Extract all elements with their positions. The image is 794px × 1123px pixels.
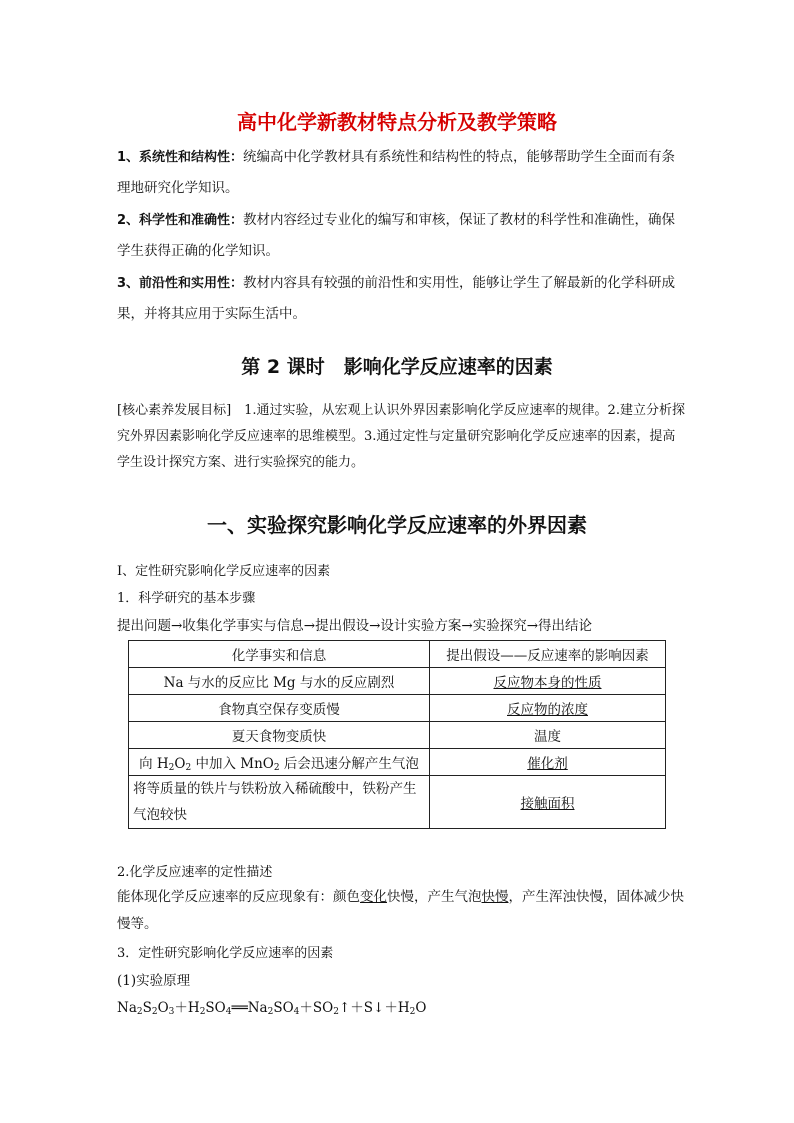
qualitative-text <box>117 884 687 938</box>
fact-text: 向 H <box>139 755 169 772</box>
table-header-row <box>129 641 666 668</box>
eq-text: SO <box>205 1000 226 1016</box>
intro-point-lead: 1、系统性和结构性： <box>117 150 244 165</box>
lesson-title: 第 2 课时 影响化学反应速率的因素 <box>241 356 553 378</box>
subscript: 2 <box>267 1007 274 1017</box>
subscript: 2 <box>151 1007 158 1017</box>
table-row <box>129 749 666 776</box>
subscript: 2 <box>136 1007 143 1017</box>
intro-point <box>117 268 687 330</box>
fact-cell <box>129 749 430 776</box>
eq-text: ＋SO <box>299 1000 334 1016</box>
eq-text: ══Na <box>231 1000 268 1016</box>
eq-text: S <box>142 1000 152 1016</box>
table-header-cell: 化学事实和信息 <box>129 641 430 668</box>
subscript: 2 <box>199 1007 206 1017</box>
intro-point <box>117 142 687 204</box>
intro-point-text: 教材内容经过专业化的编写和审核，保证了教材的科学性和准确性，确保学生获得正确的化学知识。 <box>117 212 676 259</box>
fact-text: 中加入 MnO <box>191 755 274 772</box>
table-row <box>129 776 666 829</box>
table-row <box>129 668 666 695</box>
fact-text: O <box>174 755 186 772</box>
subscript: 2 <box>409 1007 416 1017</box>
eq-text: ＋H <box>174 1000 200 1016</box>
fact-cell: 将等质量的铁片与铁粉放入稀硫酸中，铁粉产生气泡较快 <box>129 776 430 829</box>
table-header-cell: 提出假设——反应速率的影响因素 <box>430 641 666 668</box>
factor-cell <box>430 668 666 695</box>
subscript: 4 <box>225 1007 232 1017</box>
subscript: 2 <box>168 762 175 773</box>
text-run: 能体现化学反应速率的反应现象有：颜色 <box>117 889 360 905</box>
table-row <box>129 722 666 749</box>
facts-table <box>128 640 666 829</box>
section-title: 一、实验探究影响化学反应速率的外界因素 <box>207 513 587 537</box>
intro-point-lead: 3、前沿性和实用性： <box>117 276 244 291</box>
eq-text: O <box>415 1000 427 1016</box>
table-row <box>129 695 666 722</box>
intro-point-text: 统编高中化学教材具有系统性和结构性的特点，能够帮助学生全面而有条理地研究化学知识。 <box>117 149 676 196</box>
document-title: 高中化学新教材特点分析及教学策略 <box>237 110 557 134</box>
core-goals: [核心素养发展目标] 1.通过实验，从宏观上认识外界因素影响化学反应速率的规律。2.建立分析探究外界因素影响化学反应速率的思维模型。3.通过定性与定量研究影响化学反应速率的因素，提高学生设计探究方案、进行实验探究的能力。 <box>117 403 685 470</box>
chemical-equation <box>117 996 426 1017</box>
subscript: 2 <box>333 1007 339 1017</box>
principle-heading: (1)实验原理 <box>117 973 191 989</box>
factor-cell <box>430 695 666 722</box>
text-run: ，产生浑浊快慢，固体减少快慢等。 <box>117 889 684 932</box>
fact-text: 后会迅速分解产生气泡 <box>279 755 419 772</box>
fact-cell: Na 与水的反应比 Mg 与水的反应剧烈 <box>129 668 430 695</box>
steps-heading: 1．科学研究的基本步骤 <box>117 591 256 606</box>
text-run: 快慢，产生气泡 <box>387 889 482 905</box>
factor-cell <box>430 749 666 776</box>
intro-points <box>117 142 687 331</box>
underlined-answer: 快慢 <box>481 889 509 905</box>
subscript: 4 <box>293 1007 300 1017</box>
factor-answer: 温度 <box>534 729 561 745</box>
subscript: 2 <box>273 762 280 773</box>
eq-text: Na <box>117 1000 137 1016</box>
eq-text: O <box>157 1000 169 1016</box>
factor-answer: 反应物本身的性质 <box>493 675 602 691</box>
factor-answer: 反应物的浓度 <box>507 702 588 718</box>
steps-text: 提出问题→收集化学事实与信息→提出假设→设计实验方案→实验探究→得出结论 <box>117 618 593 634</box>
fact-cell: 夏天食物变质快 <box>129 722 430 749</box>
factor-answer: 催化剂 <box>527 756 568 772</box>
qualitative-heading: 2.化学反应速率的定性描述 <box>117 865 273 880</box>
factor-answer: 接触面积 <box>520 796 575 812</box>
subsection-heading: 3．定性研究影响化学反应速率的因素 <box>117 946 334 961</box>
intro-point-text: 教材内容具有较强的前沿性和实用性，能够让学生了解最新的化学科研成果，并将其应用于实际生活中。 <box>117 275 676 322</box>
subscript: 3 <box>168 1007 175 1017</box>
eq-text: SO <box>273 1000 294 1016</box>
eq-text: ↑＋S↓＋H <box>338 1000 410 1016</box>
fact-cell: 食物真空保存变质慢 <box>129 695 430 722</box>
factor-cell <box>430 776 666 829</box>
intro-point <box>117 205 687 267</box>
underlined-answer: 变化 <box>360 889 387 905</box>
intro-point-lead: 2、科学性和准确性： <box>117 213 244 228</box>
factor-cell <box>430 722 666 749</box>
subsection-heading: Ⅰ、定性研究影响化学反应速率的因素 <box>117 564 331 579</box>
subscript: 2 <box>185 762 192 773</box>
